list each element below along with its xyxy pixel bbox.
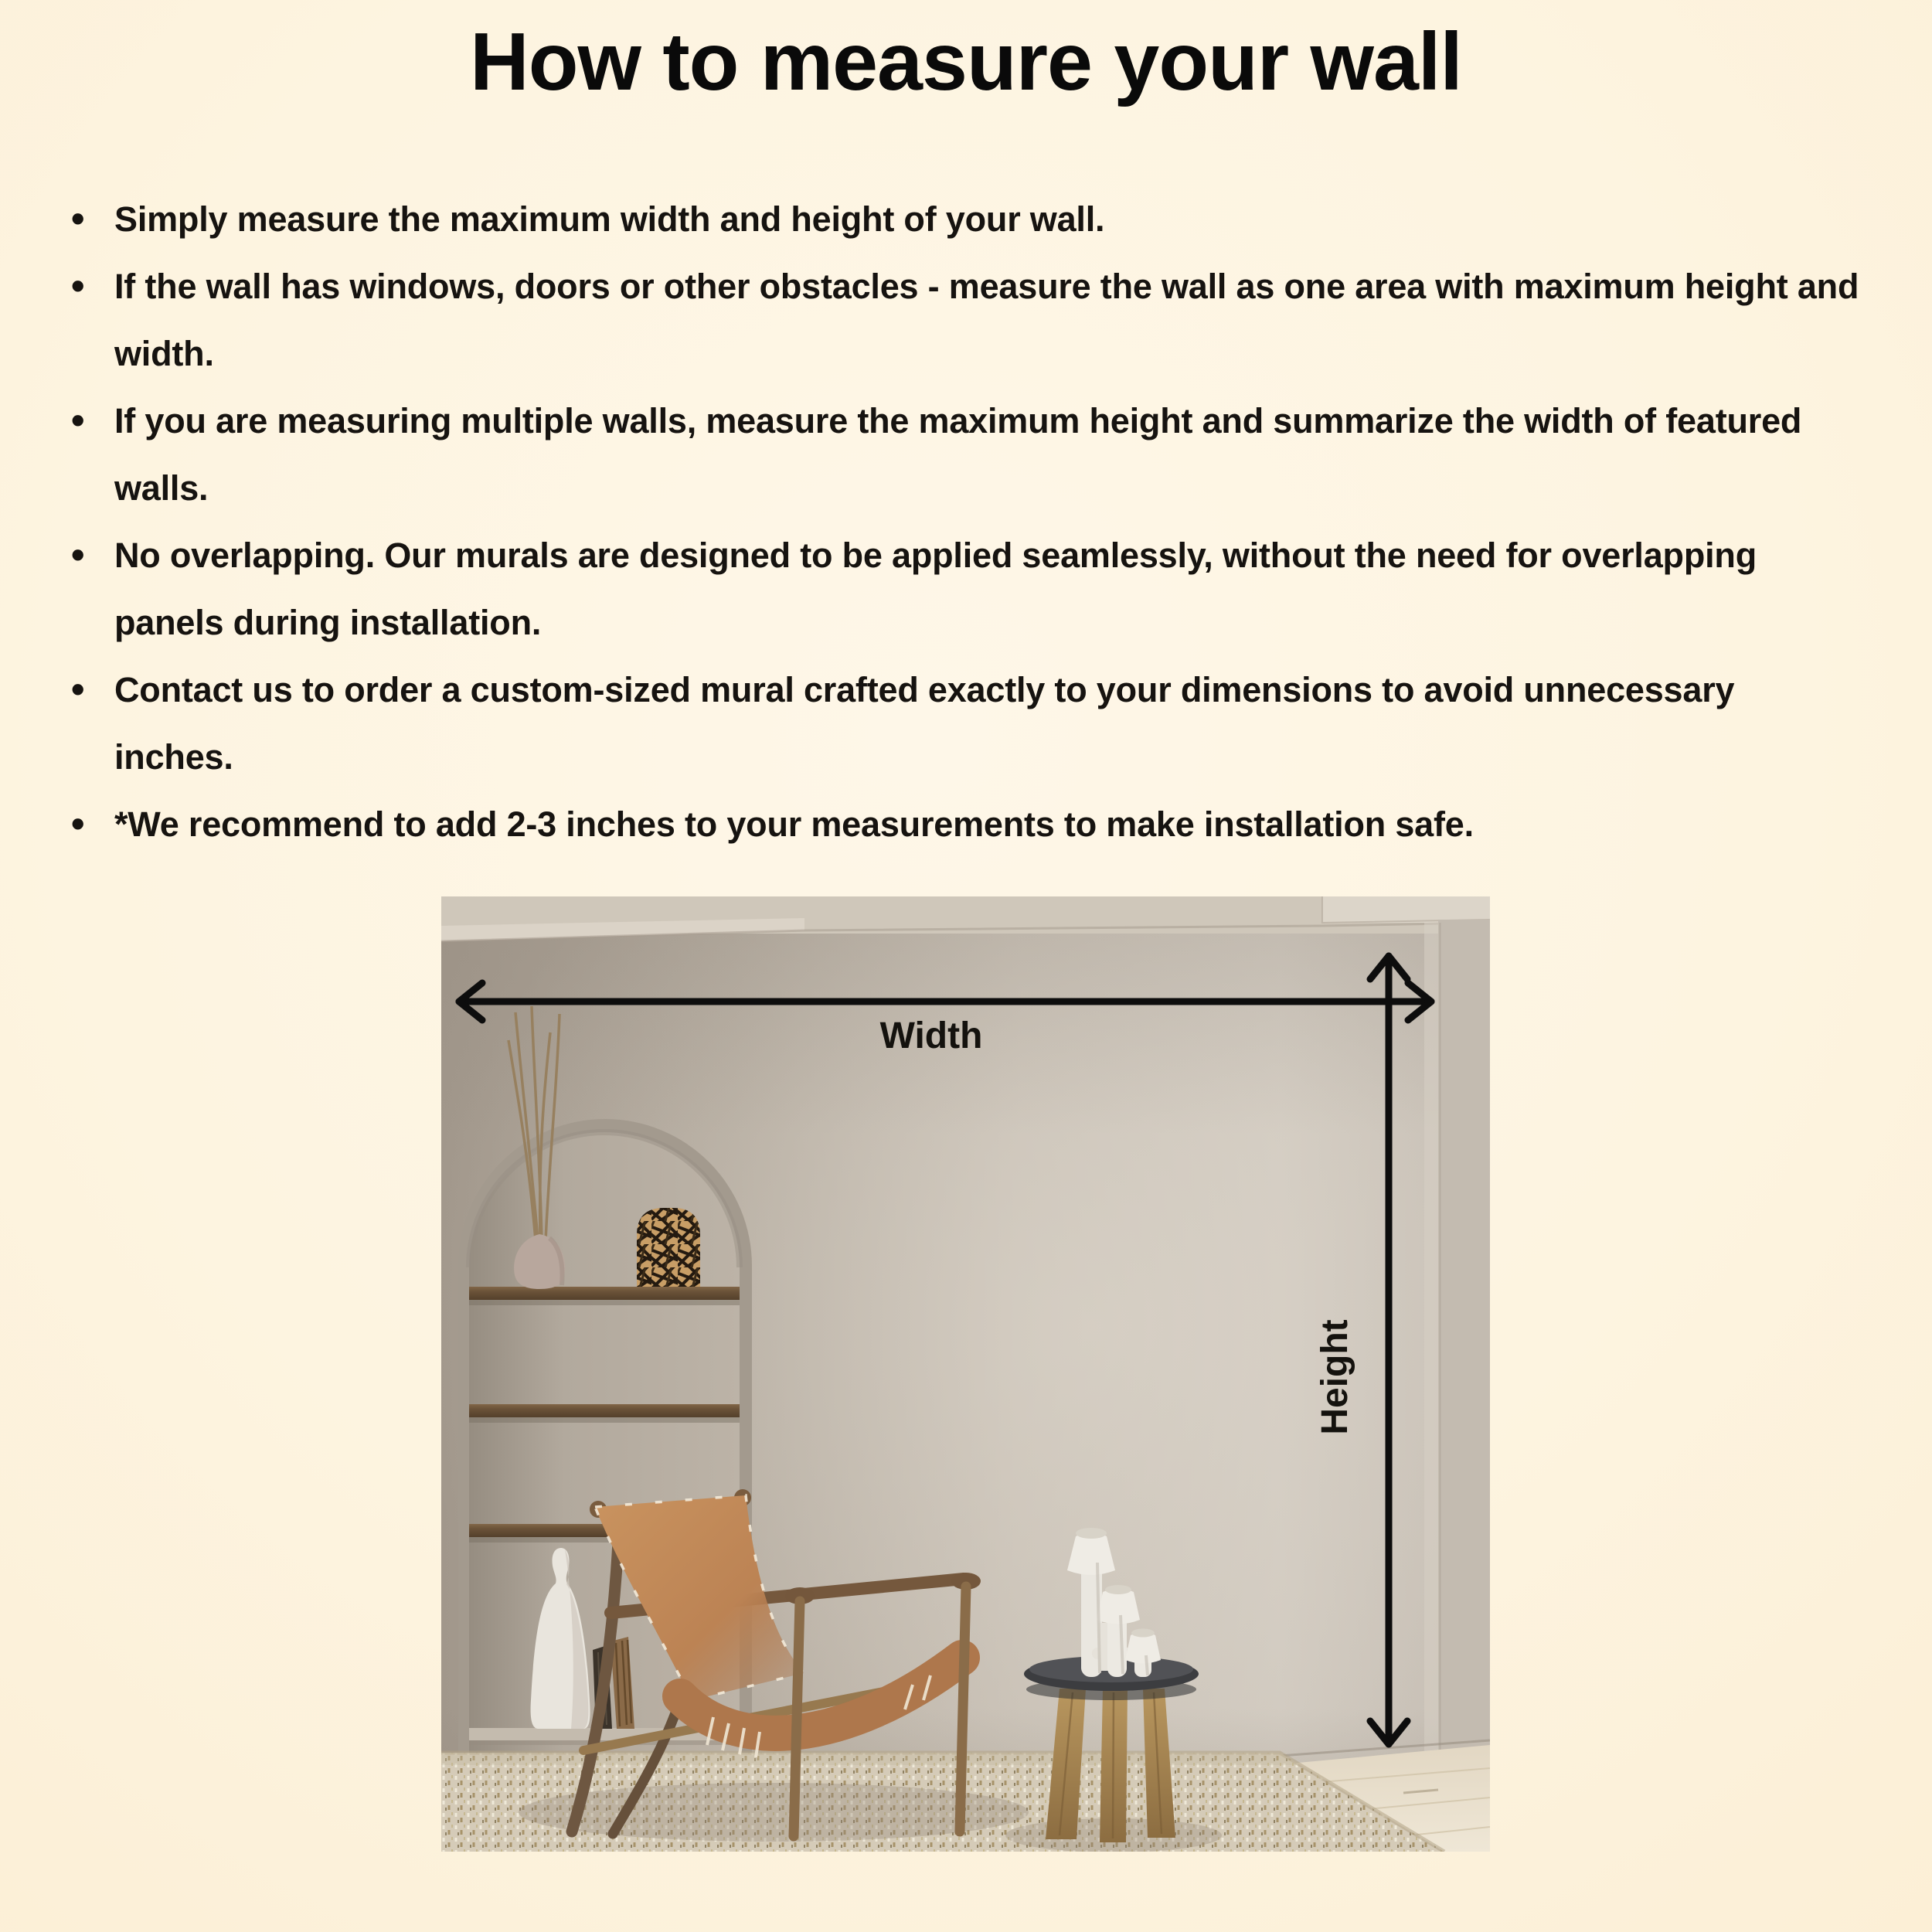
bullet-icon: •	[71, 264, 85, 308]
height-label: Height	[1315, 1319, 1355, 1435]
instruction-text: Contact us to order a custom-sized mural crafted exactly to your dimensions to avoid unnecessary inches.	[114, 670, 1735, 777]
list-item	[71, 253, 1879, 387]
woven-vase	[637, 1208, 700, 1287]
instruction-text: No overlapping. Our murals are designed to be applied seamlessly, without the need for overlapping panels during installation.	[114, 536, 1757, 642]
instruction-text: *We recommend to add 2-3 inches to your measurements to make installation safe.	[114, 804, 1474, 844]
page-title: How to measure your wall	[470, 16, 1462, 107]
width-label: Width	[879, 1015, 983, 1056]
list-item	[71, 522, 1879, 656]
measurement-photo	[441, 896, 1490, 1852]
measurement-diagram	[441, 896, 1490, 1852]
instruction-text: If you are measuring multiple walls, measure the maximum height and summarize the width of featured walls.	[114, 401, 1802, 508]
bullet-icon: •	[71, 802, 85, 845]
list-item	[71, 185, 1879, 253]
chair-shadow	[519, 1783, 1029, 1842]
bullet-icon: •	[71, 197, 85, 240]
list-item	[71, 656, 1879, 791]
bullet-icon: •	[71, 399, 85, 442]
instruction-list	[71, 185, 1879, 858]
instruction-text: Simply measure the maximum width and height of your wall.	[114, 199, 1105, 239]
instruction-text: If the wall has windows, doors or other obstacles - measure the wall as one area with maximum height and width.	[114, 267, 1859, 373]
bullet-icon: •	[71, 668, 85, 711]
bullet-icon: •	[71, 533, 85, 577]
list-item	[71, 791, 1879, 858]
wall-corner	[1424, 920, 1490, 1770]
list-item	[71, 387, 1879, 522]
